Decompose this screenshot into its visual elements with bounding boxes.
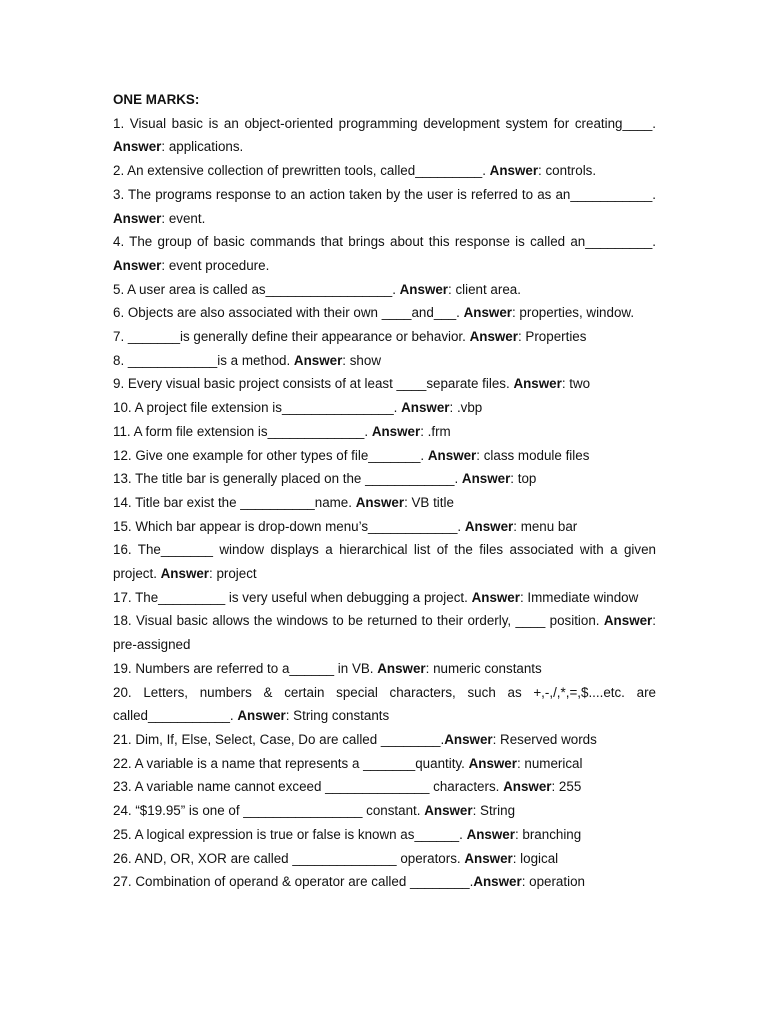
question-list xyxy=(113,112,656,894)
answer-label: Answer xyxy=(464,850,513,866)
answer-label: Answer xyxy=(113,139,162,155)
answer-text: : logical xyxy=(512,850,559,866)
question-item xyxy=(113,657,656,681)
answer-label: Answer xyxy=(424,803,473,819)
question-item xyxy=(113,467,656,491)
answer-label: Answer xyxy=(401,400,450,416)
answer-label: Answer xyxy=(371,423,421,439)
question-text: 17. The_________ is very useful when debugging a project. xyxy=(113,589,472,605)
answer-label: Answer xyxy=(444,731,493,747)
answer-text: : Immediate window xyxy=(519,589,639,605)
answer-text: : controls. xyxy=(538,163,597,179)
question-text: 10. A project file extension is_______________. xyxy=(113,400,402,416)
question-item xyxy=(113,515,656,539)
answer-text: : Reserved words xyxy=(492,731,597,747)
question-text: 14. Title bar exist the __________name. xyxy=(113,494,356,510)
answer-label: Answer xyxy=(603,613,653,629)
answer-text: : String xyxy=(472,803,516,819)
question-item xyxy=(113,775,656,799)
question-text: 9. Every visual basic project consists of at least ____separate files. xyxy=(113,376,514,392)
question-item xyxy=(113,752,656,776)
question-item xyxy=(113,823,656,847)
question-item xyxy=(113,278,656,302)
answer-label: Answer xyxy=(113,257,162,273)
answer-label: Answer xyxy=(461,471,511,487)
question-item xyxy=(113,444,656,468)
question-text: 18. Visual basic allows the windows to be returned to their orderly, ____ position. xyxy=(113,613,604,629)
question-item xyxy=(113,538,656,585)
answer-text: : pre-assigned xyxy=(113,613,656,653)
answer-text: : two xyxy=(561,376,591,392)
question-text: 15. Which bar appear is drop-down menu’s____________. xyxy=(113,518,465,534)
question-text: 16. The_______ window displays a hierarchical list of the files associated with a given project. xyxy=(113,542,656,582)
question-item xyxy=(113,870,656,894)
question-text: 1. Visual basic is an object-oriented programming development system for creating____. xyxy=(113,115,656,131)
question-item xyxy=(113,586,656,610)
answer-label: Answer xyxy=(355,494,405,510)
question-text: 6. Objects are also associated with their own ____and___. xyxy=(113,305,464,321)
answer-text: : event. xyxy=(161,210,206,226)
answer-text: : show xyxy=(342,352,381,368)
answer-text: : class module files xyxy=(476,447,590,463)
answer-text: : applications. xyxy=(161,139,244,155)
answer-label: Answer xyxy=(463,305,512,321)
answer-label: Answer xyxy=(160,566,210,582)
answer-text: : event procedure. xyxy=(161,257,270,273)
answer-text: : numeric constants xyxy=(425,660,542,676)
answer-label: Answer xyxy=(113,210,162,226)
answer-label: Answer xyxy=(503,779,552,795)
answer-label: Answer xyxy=(399,281,449,297)
question-item xyxy=(113,372,656,396)
question-text: 25. A logical expression is true or false is known as______. xyxy=(113,826,467,842)
question-text: 20. Letters, numbers & certain special characters, such as +,-,/,*,=,$....etc. are called___________. xyxy=(113,684,656,724)
question-text: 7. _______is generally define their appearance or behavior. xyxy=(113,329,470,345)
answer-text: : VB title xyxy=(404,494,454,510)
question-text: 5. A user area is called as_________________. xyxy=(113,281,400,297)
question-text: 23. A variable name cannot exceed ______________ characters. xyxy=(113,779,504,795)
section-heading: ONE MARKS: xyxy=(113,92,200,107)
answer-label: Answer xyxy=(464,518,514,534)
question-item xyxy=(113,799,656,823)
question-item xyxy=(113,491,656,515)
answer-label: Answer xyxy=(489,163,539,179)
question-item xyxy=(113,681,656,728)
answer-text: : String constants xyxy=(285,708,390,724)
answer-label: Answer xyxy=(471,589,520,605)
answer-label: Answer xyxy=(469,329,518,345)
answer-label: Answer xyxy=(468,755,517,771)
question-item xyxy=(113,230,656,277)
question-text: 4. The group of basic commands that brings about this response is called an_________. xyxy=(113,234,656,250)
answer-text: : branching xyxy=(514,826,582,842)
question-item xyxy=(113,349,656,373)
question-text: 22. A variable is a name that represents a _______quantity. xyxy=(113,755,469,771)
answer-text: : .vbp xyxy=(449,400,483,416)
question-item xyxy=(113,728,656,752)
question-item xyxy=(113,325,656,349)
answer-label: Answer xyxy=(427,447,477,463)
answer-label: Answer xyxy=(293,352,343,368)
question-text: 12. Give one example for other types of file_______. xyxy=(113,447,428,463)
question-item xyxy=(113,112,656,159)
question-text: 11. A form file extension is_____________. xyxy=(113,423,372,439)
answer-text: : operation xyxy=(521,874,585,890)
document-page xyxy=(113,88,656,894)
question-item xyxy=(113,301,656,325)
question-item xyxy=(113,420,656,444)
question-text: 19. Numbers are referred to a______ in VB. xyxy=(113,660,378,676)
question-item xyxy=(113,847,656,871)
question-text: 2. An extensive collection of prewritten tools, called_________. xyxy=(113,163,490,179)
answer-text: : Properties xyxy=(517,329,587,345)
question-item xyxy=(113,159,656,183)
question-text: 26. AND, OR, XOR are called ______________ operators. xyxy=(113,850,465,866)
question-item xyxy=(113,183,656,230)
answer-text: : .frm xyxy=(420,423,451,439)
answer-text: : client area. xyxy=(448,281,521,297)
answer-label: Answer xyxy=(473,874,522,890)
answer-text: : top xyxy=(510,471,537,487)
answer-text: : project xyxy=(209,566,257,582)
answer-label: Answer xyxy=(377,660,426,676)
answer-label: Answer xyxy=(466,826,515,842)
question-text: 27. Combination of operand & operator are called ________. xyxy=(113,874,474,890)
question-text: 24. “$19.95” is one of ________________ constant. xyxy=(113,803,425,819)
answer-label: Answer xyxy=(237,708,286,724)
question-text: 13. The title bar is generally placed on the ____________. xyxy=(113,471,462,487)
question-item xyxy=(113,396,656,420)
question-text: 21. Dim, If, Else, Select, Case, Do are called ________. xyxy=(113,731,445,747)
answer-text: : menu bar xyxy=(513,518,578,534)
question-text: 8. ____________is a method. xyxy=(113,352,294,368)
answer-text: : properties, window. xyxy=(511,305,635,321)
question-item xyxy=(113,609,656,656)
question-text: 3. The programs response to an action taken by the user is referred to as an___________. xyxy=(113,186,656,202)
answer-text: : 255 xyxy=(551,779,582,795)
answer-label: Answer xyxy=(513,376,562,392)
answer-text: : numerical xyxy=(516,755,583,771)
